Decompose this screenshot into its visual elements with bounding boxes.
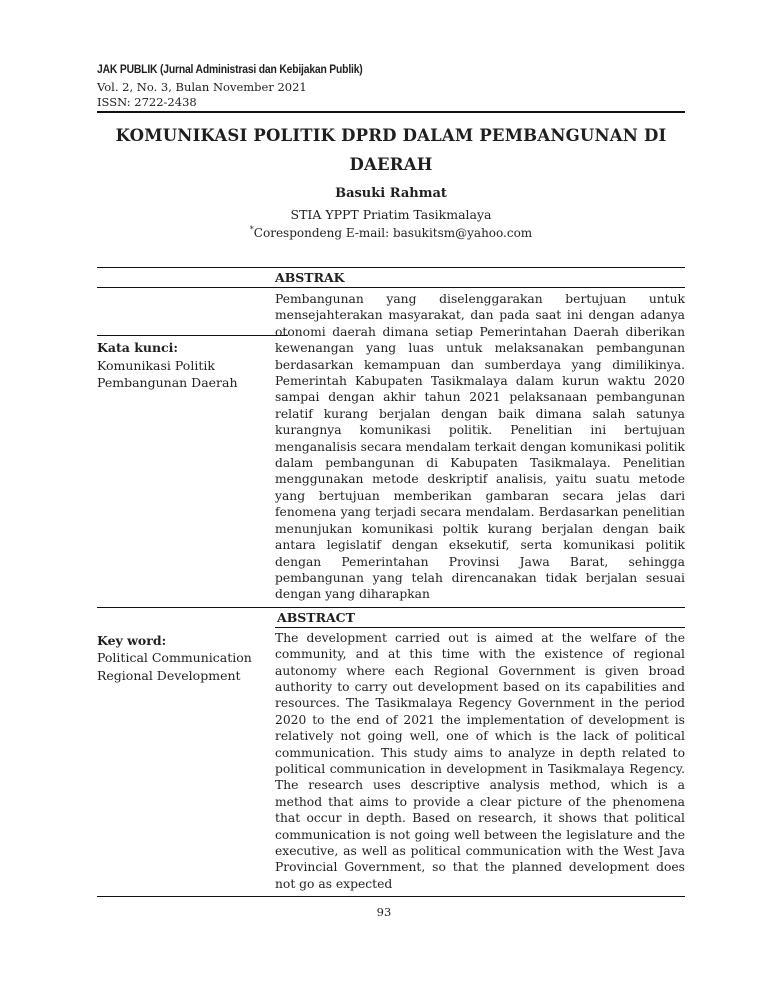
keywords-id-cell <box>97 288 275 607</box>
abstract-id-text: Pembangunan yang diselenggarakan bertujuan untuk mensejahterakan masyarakat, dan pada saat ini dengan adanya otonomi daerah dimana setiap Pemerintahan Daerah diberikan kewenangan yang luas untuk melaksanakan pembangunan berdasarkan kemampuan dan sumberdaya yang dimilikinya. Pemerintah Kabupaten Tasikmalaya dalam kurun waktu 2020 sampai dengan akhir tahun 2021 pelaksanaan pembangunan relatif kurang berjalan dengan baik dimana salah satunya kurangnya komunikasi politik. Penelitian ini bertujuan menganalisis secara mendalam terkait dengan komunikasi politik dalam pembangunan di Kabupaten Tasikmalaya. Penelitian menggunakan metode deskriptif analisis, yaitu suatu metode yang bertujuan memberikan gambaran secara jelas dari fenomena yang terjadi secara mendalam. Berdasarkan penelitian menunjukan komunikasi poltik kurang berjalan dengan baik antara legislatif dengan eksekutif, serta komunikasi politik dengan Pemerintahan Provinsi Jawa Barat, sehingga pembangunan yang telah direncanakan tidak berjalan sesuai dengan yang diharapkan <box>275 292 685 602</box>
header-rule <box>97 111 685 113</box>
correspondence-text: Corespondeng E-mail: basukitsm@yahoo.com <box>253 226 533 240</box>
abstract-id-row <box>97 288 685 608</box>
journal-name: JAK PUBLIK (Jurnal Administrasi dan Kebijakan Publik) <box>97 64 363 76</box>
volume-info: Vol. 2, No. 3, Bulan November 2021 <box>97 80 307 94</box>
keyword-id-2: Pembangunan Daerah <box>97 375 238 390</box>
kata-kunci-label: Kata kunci: <box>97 340 178 355</box>
correspondence-email <box>97 225 685 240</box>
abstract-en-heading-row <box>97 608 685 628</box>
keywords-en-cell <box>97 628 275 897</box>
author-name: Basuki Rahmat <box>335 186 447 201</box>
page-number: 93 <box>376 905 392 919</box>
keywords-id-block <box>97 335 288 392</box>
issn: ISSN: 2722-2438 <box>97 95 197 109</box>
abstrak-heading-row <box>97 268 685 288</box>
abstract-en-text: The development carried out is aimed at the welfare of the community, and at this time with the existence of regional autonomy where each Regional Government is given broad authority to carry out development based on its capabilities and resources. The Tasikmalaya Regency Government in the period 2020 to the end of 2021 the implementation of development is relatively not going well, one of which is the lack of political communication. This study aims to analyze in depth related to political communication in development in Tasikmalaya Regency. The research uses descriptive analysis method, which is a method that aims to provide a clear picture of the phenomena that occur in depth. Based on research, it shows that political communication is not going well between the legislature and the executive, as well as political communication with the West Java Provincial Government, so that the planned development does not go as expected <box>275 630 685 891</box>
abstrak-heading: ABSTRAK <box>275 270 345 285</box>
author-affiliation: STIA YPPT Priatim Tasikmalaya <box>290 207 492 222</box>
abstract-en-heading-spacer <box>97 608 275 628</box>
keyword-en-2: Regional Development <box>97 667 241 683</box>
keyword-id-1: Komunikasi Politik <box>97 357 215 373</box>
key-word-label: Key word: <box>97 632 167 648</box>
correspondence-marker: * <box>249 225 254 234</box>
keyword-en-1: Political Communication <box>97 650 252 666</box>
abstract-en-row <box>97 628 685 897</box>
abstract-table <box>97 267 685 897</box>
paper-title: KOMUNIKASI POLITIK DPRD DALAM PEMBANGUNAN DI DAERAH <box>115 126 667 174</box>
abstract-en-heading: ABSTRACT <box>275 608 685 628</box>
keywords-en-block <box>97 628 275 685</box>
